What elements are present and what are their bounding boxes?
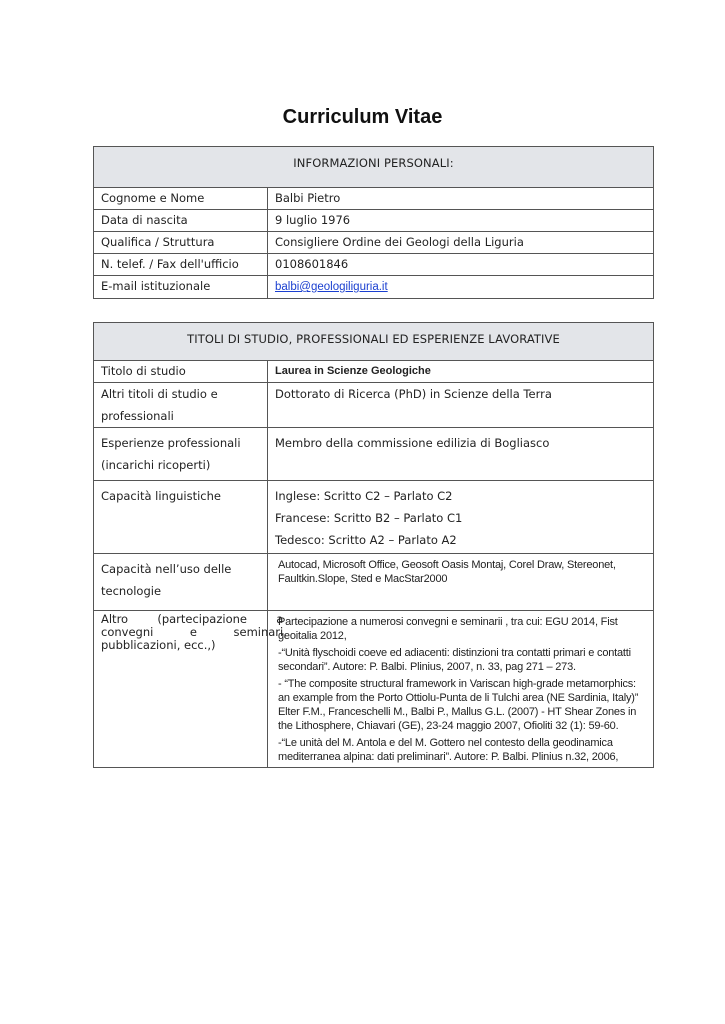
table-row: [94, 276, 654, 299]
language-item: Inglese: Scritto C2 – Parlato C2: [275, 489, 453, 503]
tecnologie-label-line: Capacità nell’uso delle: [101, 562, 232, 576]
table-row: [94, 554, 654, 611]
row-value: 9 luglio 1976: [268, 210, 654, 232]
row-label: E-mail istituzionale: [94, 276, 268, 299]
table-row: [94, 383, 654, 428]
language-item: Francese: Scritto B2 – Parlato C1: [275, 511, 463, 525]
altro-label-line: pubblicazioni, ecc.,): [101, 638, 216, 652]
table-row: [94, 481, 654, 554]
row-value: 0108601846: [268, 254, 654, 276]
table-row: [94, 611, 654, 768]
esperienze-label-line: (incarichi ricoperti): [101, 458, 211, 472]
table-row: [94, 232, 654, 254]
esperienze-label: [94, 428, 268, 481]
altro-label-line: Altro (partecipazione a: [101, 612, 284, 626]
row-value: Consigliere Ordine dei Geologi della Liguria: [268, 232, 654, 254]
tecnologie-text: Autocad, Microsoft Office, Geosoft Oasis Montaj, Corel Draw, Stereonet, Faultkin.Slope, Sted e MacStar2000: [278, 559, 616, 585]
lingue-label: Capacità linguistiche: [94, 481, 268, 554]
altro-paragraph: Partecipazione a numerosi convegni e seminarii , tra cui: EGU 2014, Fist geoitalia 2012,: [278, 616, 618, 642]
tecnologie-label-line: tecnologie: [101, 584, 162, 598]
altri-value: Dottorato di Ricerca (PhD) in Scienze della Terra: [268, 383, 654, 428]
altro-value: [268, 611, 654, 768]
altro-label: [94, 611, 287, 768]
altro-label-line: convegni e seminari,: [101, 625, 287, 639]
row-label: Cognome e Nome: [94, 188, 268, 210]
lingue-value: [268, 481, 654, 554]
esperienze-label-line: Esperienze professionali: [101, 436, 241, 450]
altro-paragraph: -“Unità flyschoidi coeve ed adiacenti: distinzioni tra contatti primari e contatti secondari”. Autore: P. Balbi. Plinius, 2007, n. 33, pag 271 – 273.: [278, 647, 631, 673]
altri-label: [94, 383, 268, 428]
titolo-value: Laurea in Scienze Geologiche: [268, 361, 654, 383]
row-value: Balbi Pietro: [268, 188, 654, 210]
row-label: Data di nascita: [94, 210, 268, 232]
table-row: [94, 210, 654, 232]
table-row: [94, 188, 654, 210]
table-row: [94, 254, 654, 276]
tecnologie-value: [268, 554, 654, 611]
table-row: [94, 428, 654, 481]
personal-info-header: INFORMAZIONI PERSONALI:: [94, 147, 654, 188]
studies-table: [93, 322, 654, 768]
personal-info-table: [93, 146, 654, 299]
altri-label-line: Altri titoli di studio e: [101, 387, 218, 401]
row-value: [268, 276, 654, 299]
email-link[interactable]: balbi@geologiliguria.it: [275, 281, 388, 293]
tecnologie-label: [94, 554, 268, 611]
page-title: Curriculum Vitae: [282, 106, 443, 128]
altro-paragraph: - “The composite structural framework in Variscan high-grade metamorphics: an example from the Porto Ottiolu-Punta de li Tulchi area (NE Sardinia, Italy)” Elter F.M., Franceschelli M., Balbi P., Mallus G.L. (2007) - HT Shear Zones in the Lithosphere, Chiavari (GE), 23-24 maggio 2007, Ofioliti 32 (1): 59-60.: [278, 678, 639, 732]
studies-header: TITOLI DI STUDIO, PROFESSIONALI ED ESPERIENZE LAVORATIVE: [94, 323, 654, 361]
table-row: [94, 361, 654, 383]
language-item: Tedesco: Scritto A2 – Parlato A2: [275, 533, 457, 547]
altro-paragraph: -“Le unità del M. Antola e del M. Gottero nel contesto della geodinamica mediterranea alpina: dati preliminari”. Autore: P. Balbi. Plinius n.32, 2006,: [278, 737, 619, 763]
row-label: Qualifica / Struttura: [94, 232, 268, 254]
titolo-label: Titolo di studio: [94, 361, 268, 383]
row-label: N. telef. / Fax dell'ufficio: [94, 254, 268, 276]
altri-label-line: professionali: [101, 409, 174, 423]
esperienze-value: Membro della commissione edilizia di Bogliasco: [268, 428, 654, 481]
